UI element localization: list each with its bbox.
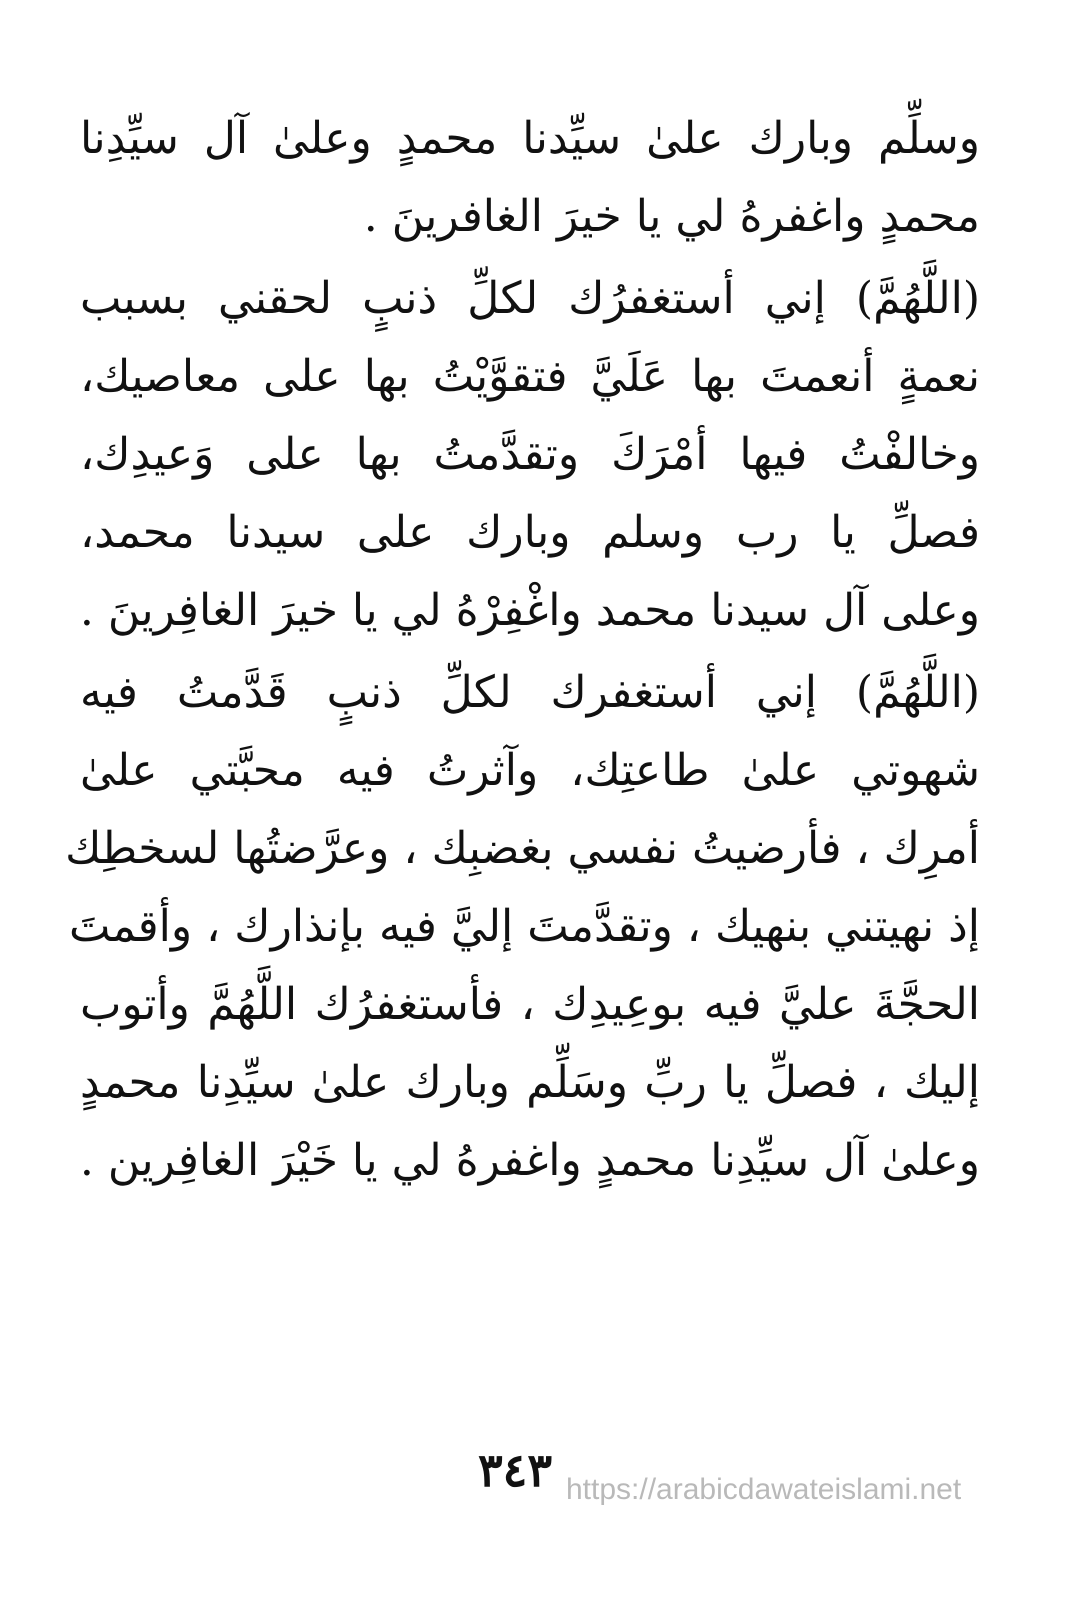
text-line: وعلى آل سيدنا محمد واغْفِرْهُ لي يا خيرَ الغافِرينَ . <box>79 585 980 636</box>
text-line: وخالفْتُ فيها أمْرَكَ وتقدَّمتُ بها على وَعيدِك، <box>80 429 980 480</box>
text-line: وعلىٰ آل سيِّدِنا محمدٍ واغفرهُ لي يا خَيْرَ الغافِرين . <box>79 1135 980 1186</box>
paragraph-2 <box>80 260 980 650</box>
text-line: الحجَّةَ عليَّ فيه بوعِيدِك ، فأستغفرُك اللَّهُمَّ وأتوب <box>80 979 980 1030</box>
paragraph-3 <box>65 654 980 1200</box>
text-line: أمرِك ، فأرضيتُ نفسي بغضبِك ، وعرَّضتُها لسخطِك <box>65 823 980 874</box>
text-line: (اللَّهُمَّ) إني أستغفرُك لكلِّ ذنبٍ لحقني بسبب <box>80 273 980 324</box>
text-line: فصلِّ يا رب وسلم وبارك على سيدنا محمد، <box>80 507 980 558</box>
text-line: إليك ، فصلِّ يا ربِّ وسَلِّم وبارك علىٰ سيِّدِنا محمدٍ <box>80 1057 980 1108</box>
text-body <box>65 100 980 1200</box>
text-line: شهوتي علىٰ طاعتِك، وآثرتُ فيه محبَّتي علىٰ <box>80 745 980 796</box>
text-line: إذ نهيتني بنهيك ، وتقدَّمتَ إليَّ فيه بإنذارك ، وأقمتَ <box>68 901 980 952</box>
text-line: نعمةٍ أنعمتَ بها عَلَيَّ فتقوَّيْتُ بها على معاصيك، <box>80 351 980 402</box>
text-line: محمدٍ واغفرهُ لي يا خيرَ الغافرينَ . <box>363 191 980 242</box>
page-number: ٣٤٣ <box>477 1443 553 1497</box>
watermark-url: https://arabicdawateislami.net <box>566 1473 962 1506</box>
text-line: (اللَّهُمَّ) إني أستغفرك لكلِّ ذنبٍ قَدَّمتُ فيه <box>80 667 980 718</box>
paragraph-1 <box>80 100 980 256</box>
text-line: وسلِّم وبارك علىٰ سيِّدنا محمدٍ وعلىٰ آل سيِّدِنا <box>80 113 980 164</box>
